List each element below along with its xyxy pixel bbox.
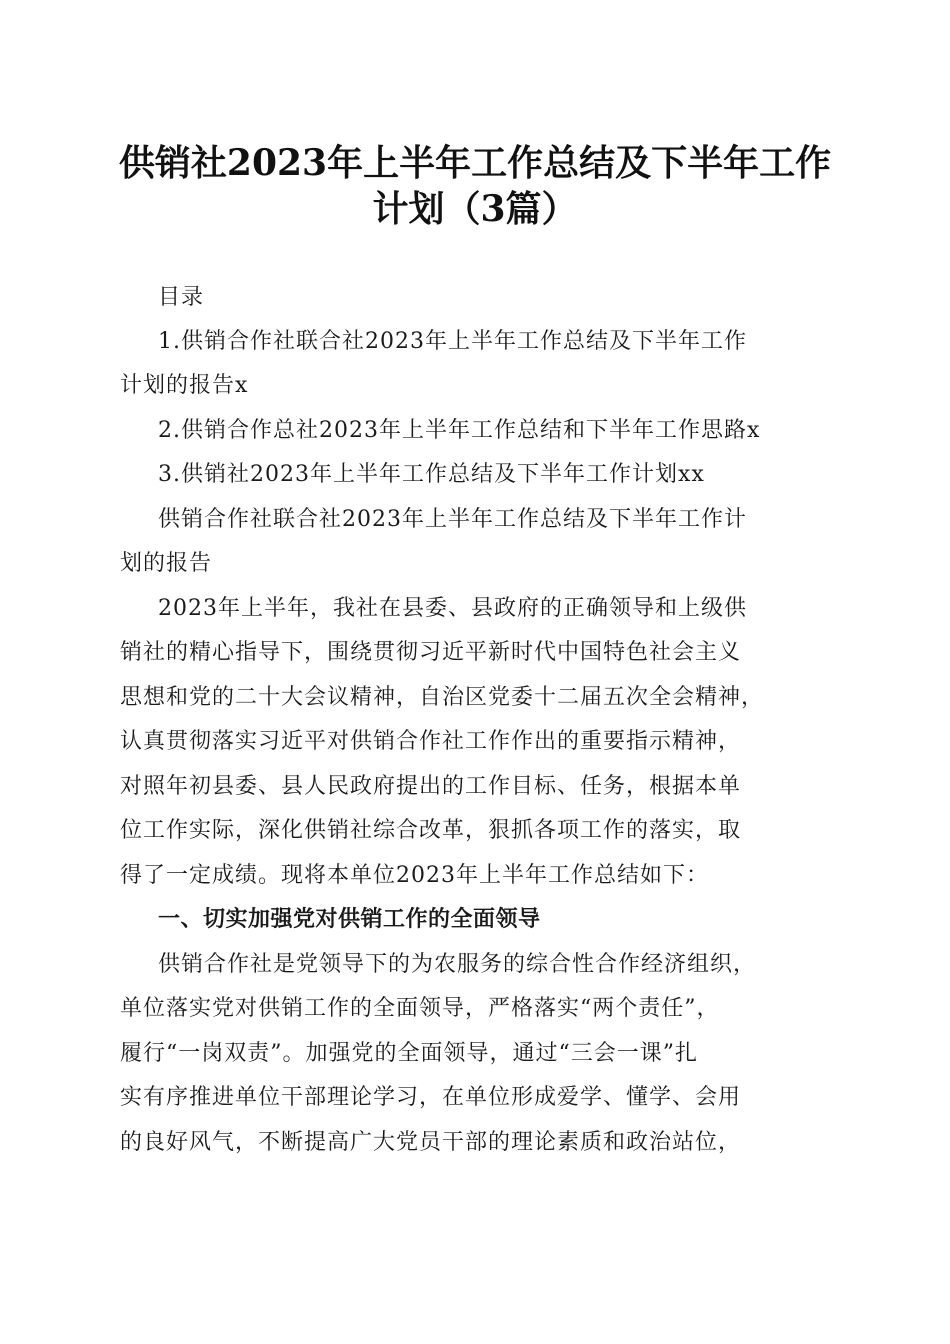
toc-item-2: 2.供销合作总社2023年上半年工作总结和下半年工作思路x	[158, 418, 761, 443]
article-title-line-2: 划的报告	[120, 551, 213, 576]
paragraph-1-line: 2023年上半年，我社在县委、县政府的正确领导和上级供	[158, 596, 747, 621]
toc-item-1-line-1: 1.供销合作社联合社2023年上半年工作总结及下半年工作	[158, 329, 747, 354]
paragraph-1-line: 对照年初县委、县人民政府提出的工作目标、任务，根据本单	[120, 774, 742, 799]
article-title-line-1: 供销合作社联合社2023年上半年工作总结及下半年工作计	[158, 507, 747, 532]
paragraph-1-line: 得了一定成绩。现将本单位2023年上半年工作总结如下：	[120, 863, 709, 888]
paragraph-1-line: 销社的精心指导下，围绕贯彻习近平新时代中国特色社会主义	[120, 640, 742, 665]
paragraph-1-line: 思想和党的二十大会议精神，自治区党委十二届五次全会精神，	[120, 685, 765, 710]
paragraph-2-line: 供销合作社是党领导下的为农服务的综合性合作经济组织，	[158, 952, 757, 977]
section-1-heading: 一、切实加强党对供销工作的全面领导	[158, 907, 541, 932]
document-title-line-2: 计划（3篇）	[372, 188, 578, 230]
toc-item-1-line-2: 计划的报告x	[120, 373, 249, 398]
paragraph-1-line: 位工作实际，深化供销社综合改革，狠抓各项工作的落实，取	[120, 818, 742, 843]
paragraph-2-line: 履行“一岗双责”。加强党的全面领导，通过“三会一课”扎	[120, 1041, 698, 1066]
paragraph-2-line: 单位落实党对供销工作的全面领导，严格落实“两个责任”，	[120, 996, 720, 1021]
paragraph-2-line: 实有序推进单位干部理论学习，在单位形成爱学、懂学、会用	[120, 1085, 742, 1110]
paragraph-2-line: 的良好风气，不断提高广大党员干部的理论素质和政治站位，	[120, 1130, 742, 1155]
toc-label: 目录	[158, 285, 205, 310]
document-title-line-1: 供销社2023年上半年工作总结及下半年工作	[118, 142, 832, 184]
toc-item-3: 3.供销社2023年上半年工作总结及下半年工作计划xx	[158, 462, 705, 487]
paragraph-1-line: 认真贯彻落实习近平对供销合作社工作作出的重要指示精神，	[120, 729, 742, 754]
